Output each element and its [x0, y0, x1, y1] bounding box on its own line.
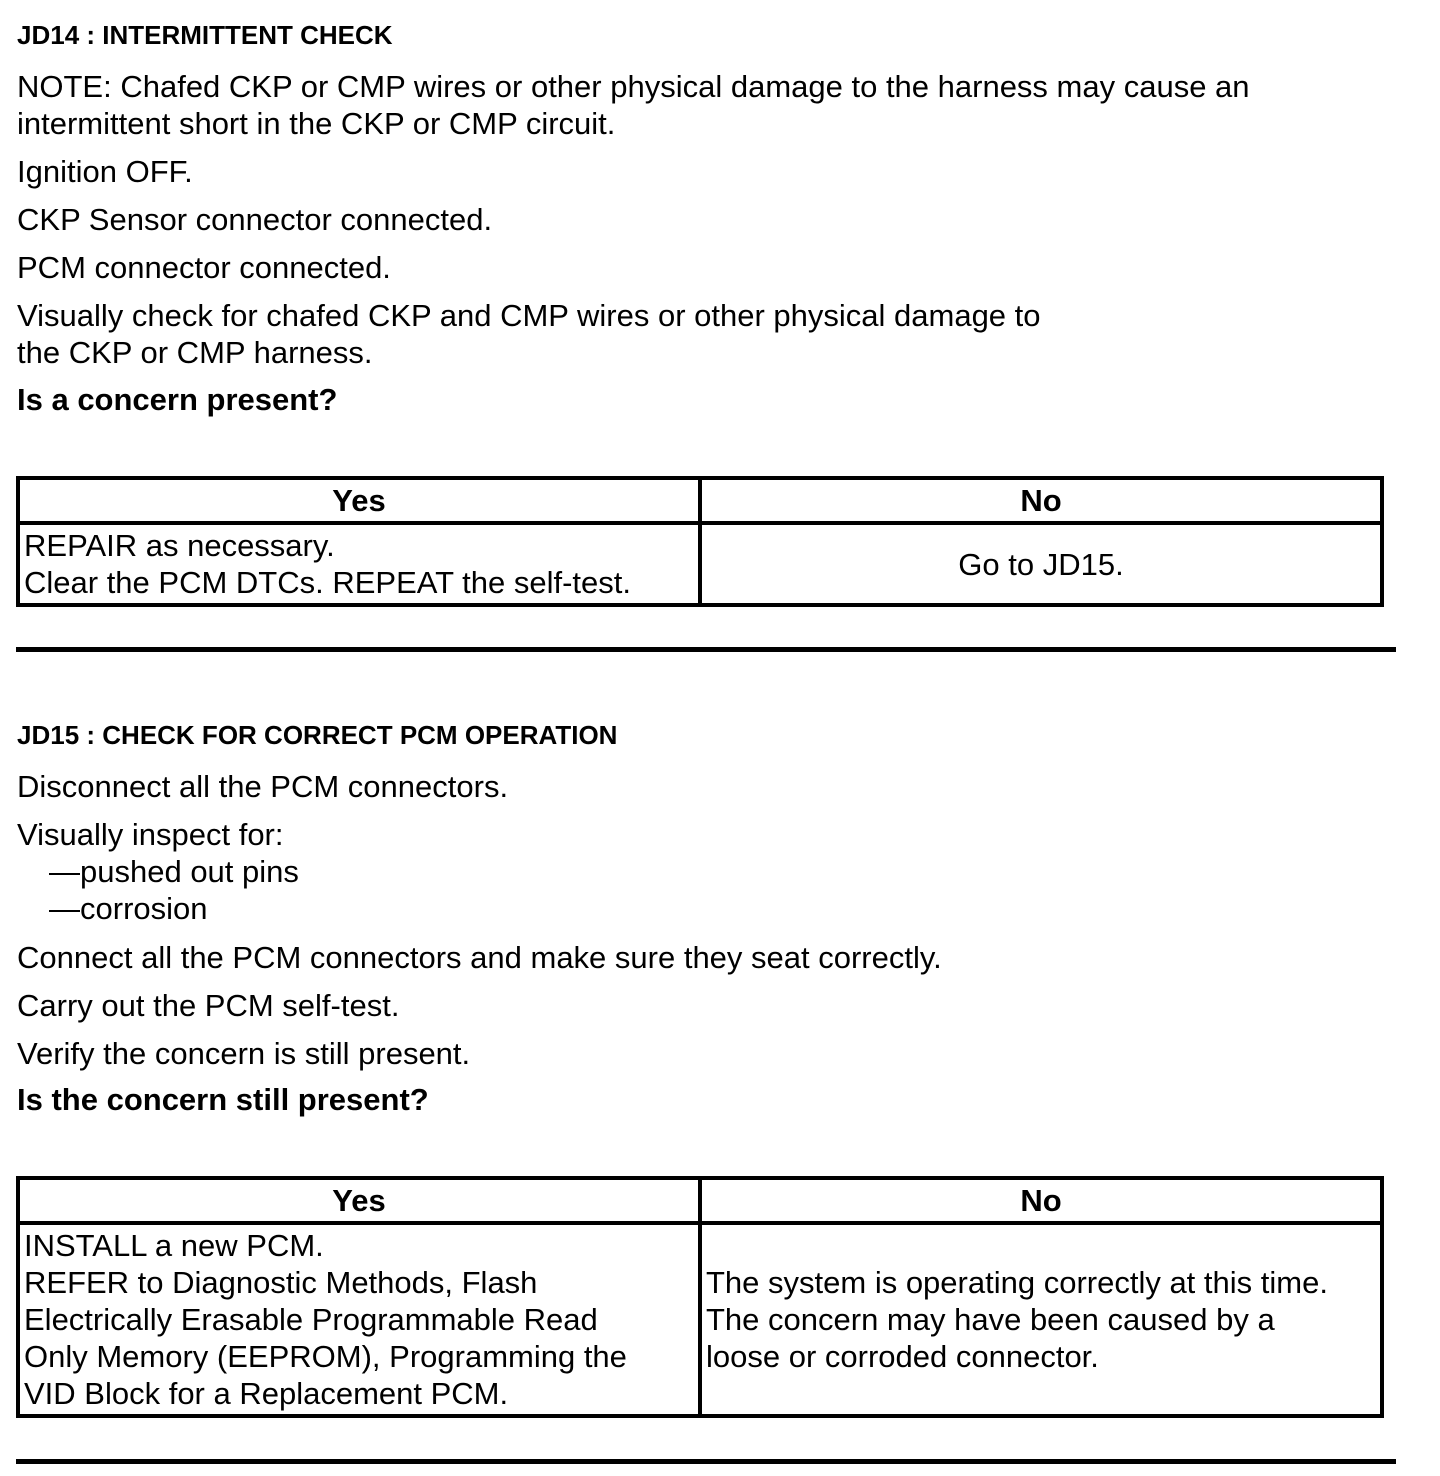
no-line3: loose or corroded connector. — [706, 1339, 1099, 1374]
no-text: Go to JD15. — [958, 546, 1124, 582]
jd14-note-line1: NOTE: Chafed CKP or CMP wires or other physical damage to the harness may cause an — [17, 69, 1250, 104]
jd15-question-text: Is the concern still present? — [17, 1082, 429, 1117]
jd15-step-disconnect-text: Disconnect all the PCM connectors. — [17, 769, 509, 804]
jd14-heading: JD14 : INTERMITTENT CHECK — [17, 20, 393, 50]
yes-header: Yes — [18, 1178, 700, 1223]
jd14-step-pcm-text: PCM connector connected. — [17, 250, 391, 285]
jd15-inspect — [17, 816, 299, 927]
jd15-step-disconnect — [17, 768, 508, 805]
jd14-note — [17, 68, 1250, 142]
table-header-row — [18, 478, 1382, 523]
jd15-step-connect-text: Connect all the PCM connectors and make sure they seat correctly. — [17, 940, 942, 975]
yes-line2: REFER to Diagnostic Methods, Flash — [24, 1265, 538, 1300]
jd14-visual-line1: Visually check for chafed CKP and CMP wires or other physical damage to — [17, 298, 1041, 333]
jd15-inspect-title: Visually inspect for: — [17, 817, 284, 852]
no-line1: The system is operating correctly at this time. — [706, 1265, 1328, 1300]
table-header-row — [18, 1178, 1382, 1223]
yes-line2: Clear the PCM DTCs. REPEAT the self-test. — [24, 565, 631, 600]
no-cell — [700, 1223, 1382, 1416]
jd14-question — [17, 381, 337, 418]
jd14-step-ckp — [17, 201, 492, 238]
jd14-step-pcm — [17, 249, 391, 286]
yes-line5: VID Block for a Replacement PCM. — [24, 1376, 509, 1411]
jd14-question-text: Is a concern present? — [17, 382, 338, 417]
no-header: No — [700, 478, 1382, 523]
jd14-yes-no-table — [16, 476, 1384, 607]
yes-line1: INSTALL a new PCM. — [24, 1228, 324, 1263]
section-divider — [16, 647, 1396, 652]
section-divider — [16, 1459, 1396, 1464]
jd14-section — [17, 20, 393, 50]
no-header: No — [700, 1178, 1382, 1223]
yes-cell — [18, 523, 700, 605]
list-item: —pushed out pins — [49, 854, 299, 889]
jd14-visual-line2: the CKP or CMP harness. — [17, 335, 373, 370]
list-item: —corrosion — [49, 891, 208, 926]
jd14-visual-check — [17, 297, 1041, 371]
jd15-step-selftest-text: Carry out the PCM self-test. — [17, 988, 400, 1023]
jd14-step-ignition — [17, 153, 193, 190]
jd15-yes-no-table — [16, 1176, 1384, 1418]
jd15-step-verify-text: Verify the concern is still present. — [17, 1036, 471, 1071]
no-cell — [700, 523, 1382, 605]
yes-header: Yes — [18, 478, 700, 523]
table-row — [18, 1223, 1382, 1416]
jd15-heading: JD15 : CHECK FOR CORRECT PCM OPERATION — [17, 720, 618, 750]
jd15-step-verify — [17, 1035, 470, 1072]
jd15-step-connect — [17, 939, 942, 976]
jd15-step-selftest — [17, 987, 399, 1024]
yes-line3: Electrically Erasable Programmable Read — [24, 1302, 598, 1337]
yes-line4: Only Memory (EEPROM), Programming the — [24, 1339, 627, 1374]
jd14-step-ckp-text: CKP Sensor connector connected. — [17, 202, 493, 237]
no-line2: The concern may have been caused by a — [706, 1302, 1275, 1337]
jd14-note-line2: intermittent short in the CKP or CMP circuit. — [17, 106, 616, 141]
jd15-section — [17, 720, 617, 750]
jd14-step-ignition-text: Ignition OFF. — [17, 154, 193, 189]
yes-cell — [18, 1223, 700, 1416]
table-row — [18, 523, 1382, 605]
yes-line1: REPAIR as necessary. — [24, 528, 335, 563]
jd15-question — [17, 1081, 429, 1118]
